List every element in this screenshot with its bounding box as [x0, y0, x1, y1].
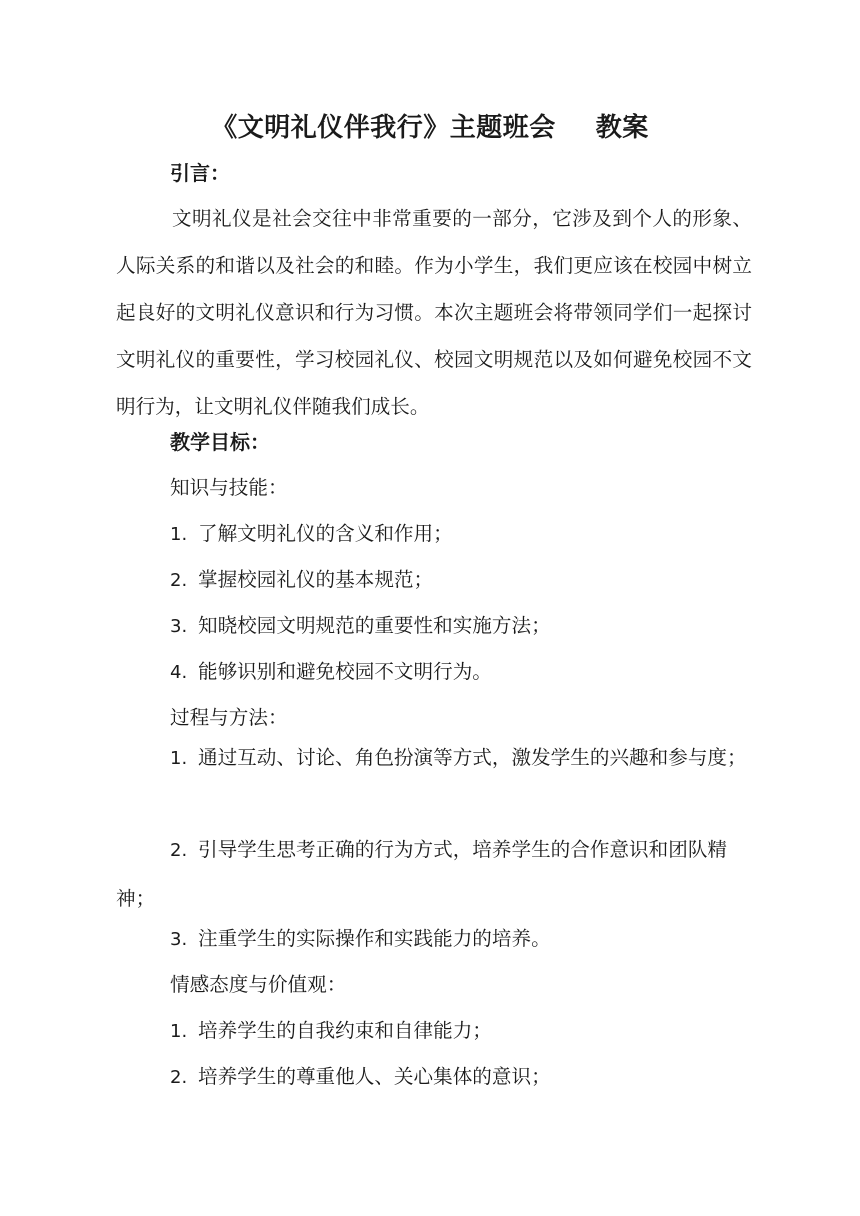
list-item-number: 2.: [170, 1067, 188, 1088]
intro-paragraph: 文明礼仪是社会交往中非常重要的一部分，它涉及到个人的形象、人际关系的和谐以及社会的和睦。作为小学生，我们更应该在校园中树立起良好的文明礼仪意识和行为习惯。本次主题班会将带领同学们一起探讨文明礼仪的重要性，学习校园礼仪、校园文明规范以及如何避免校园不文明行为，让文明礼仪伴随我们成长。: [116, 207, 752, 418]
list-item: [116, 826, 752, 923]
list-item: [170, 566, 433, 595]
knowledge-label: 知识与技能：: [170, 476, 288, 499]
list-item-number: 2.: [170, 840, 188, 861]
list-item-text: 注重学生的实际操作和实践能力的培养。: [198, 927, 551, 950]
list-item-text: 能够识别和避免校园不文明行为。: [198, 660, 492, 683]
list-item-text: 培养学生的自我约束和自律能力；: [198, 1019, 492, 1042]
list-item-number: 1.: [170, 748, 188, 769]
list-item: [170, 520, 453, 549]
goals-heading: 教学目标：: [170, 430, 270, 454]
title-suffix: 教案: [595, 113, 649, 143]
list-item-text: 通过互动、讨论、角色扮演等方式，激发学生的兴趣和参与度；: [198, 746, 747, 769]
title-main: 《文明礼仪伴我行》主题班会: [211, 113, 556, 143]
list-item-number: 1.: [170, 1021, 188, 1042]
list-item-text: 掌握校园礼仪的基本规范；: [198, 568, 434, 591]
list-item-text: 了解文明礼仪的含义和作用；: [198, 522, 453, 545]
list-item-text: 知晓校园文明规范的重要性和实施方法；: [198, 614, 551, 637]
list-item: [170, 658, 492, 687]
list-item-number: 3.: [170, 929, 188, 950]
list-item-number: 2.: [170, 570, 188, 591]
list-item-number: 1.: [170, 524, 188, 545]
list-item-text: 培养学生的尊重他人、关心集体的意识；: [198, 1065, 551, 1088]
list-item: [170, 925, 551, 954]
list-item: [170, 1063, 551, 1092]
list-item: [116, 734, 752, 783]
list-item: [170, 1017, 492, 1046]
process-label: 过程与方法：: [170, 706, 288, 729]
emotion-label: 情感态度与价值观：: [170, 973, 347, 996]
list-item-text: 引导学生思考正确的行为方式，培养学生的合作意识和团队精神；: [116, 838, 728, 910]
list-item-number: 4.: [170, 662, 188, 683]
intro-heading: 引言：: [170, 161, 230, 185]
document-title: [0, 108, 860, 148]
list-item-number: 3.: [170, 616, 188, 637]
list-item: [170, 612, 551, 641]
